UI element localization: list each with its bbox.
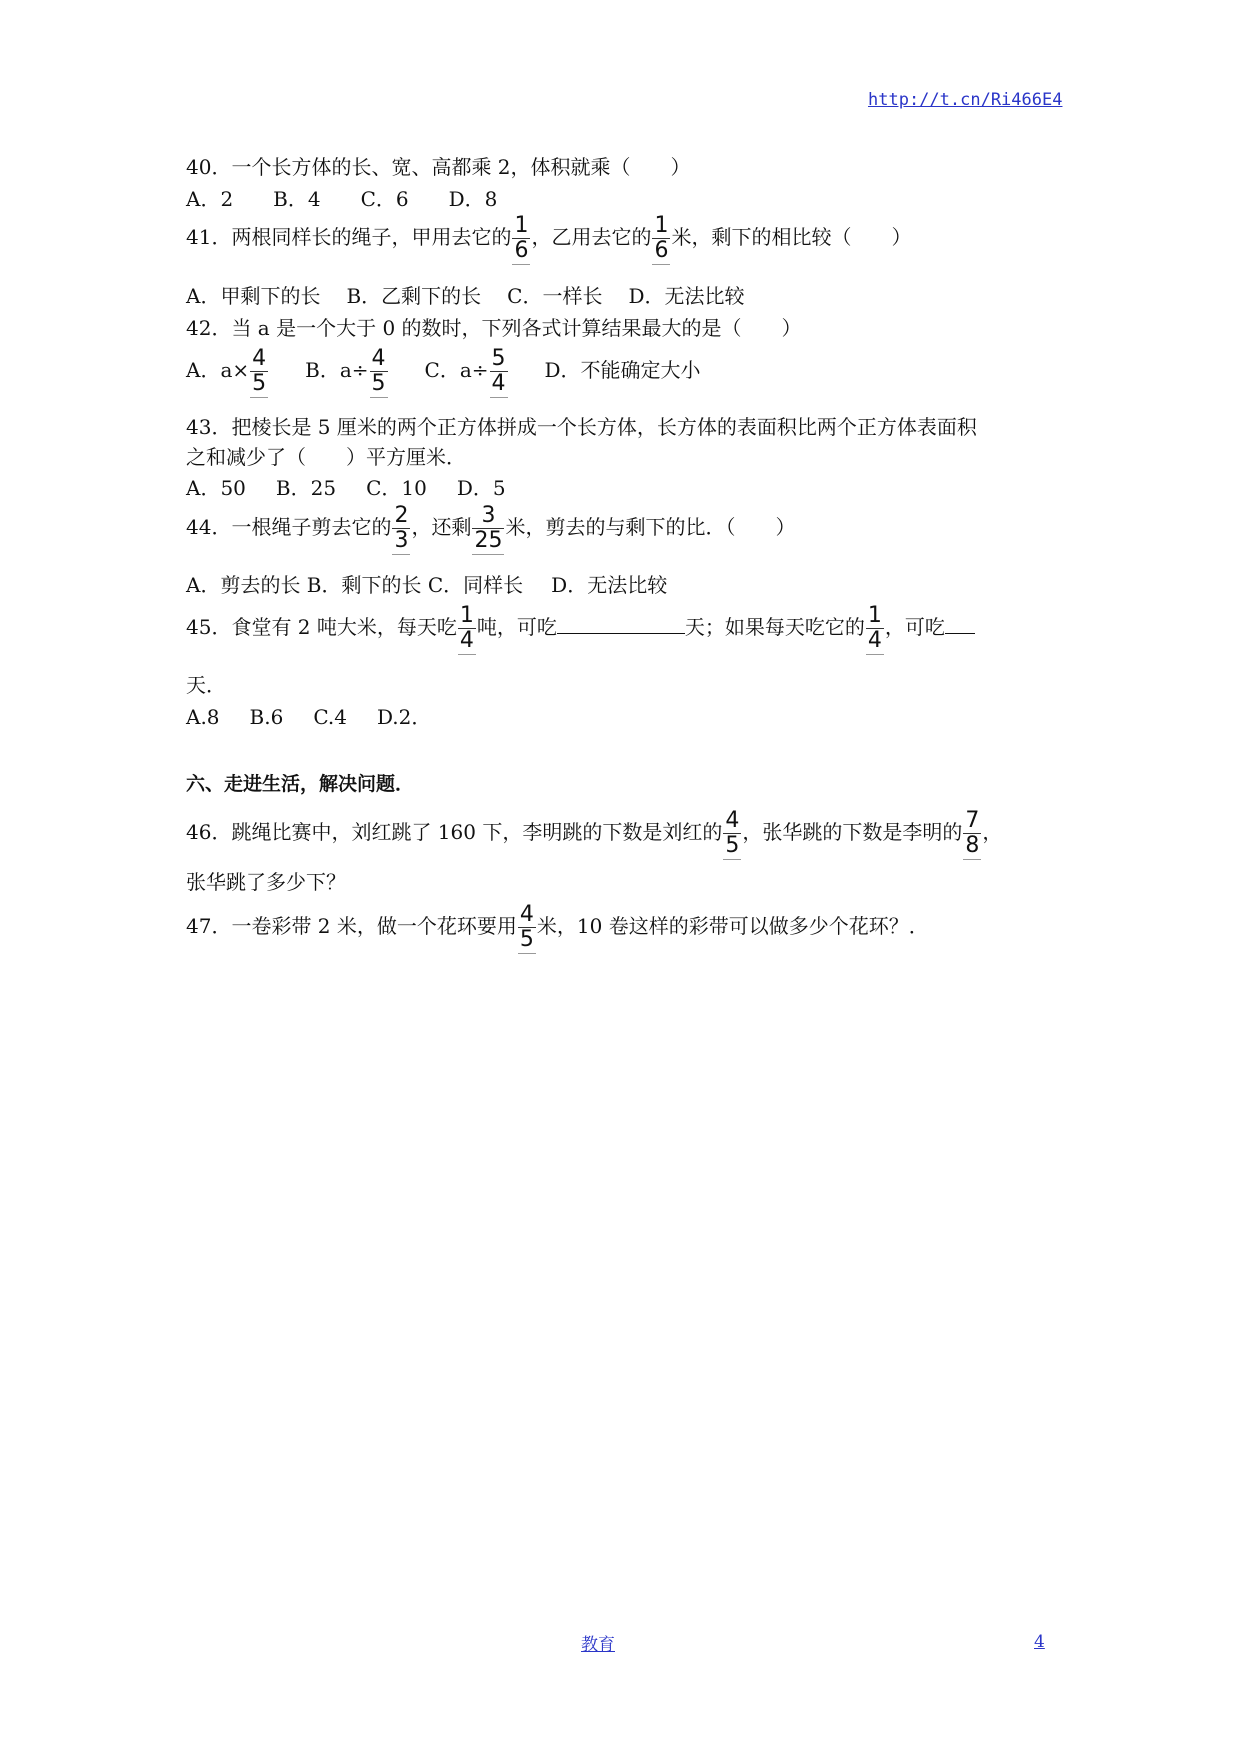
question-44-options bbox=[186, 571, 667, 599]
fraction-denominator: 4 bbox=[867, 628, 882, 653]
fraction bbox=[518, 903, 536, 952]
q44-part3: 米，剪去的与剩下的比．（ ） bbox=[505, 515, 796, 539]
option-d: D．无法比较 bbox=[628, 284, 745, 308]
fraction-numerator: 2 bbox=[394, 503, 409, 528]
option-a: A．2 bbox=[186, 187, 234, 211]
fraction-denominator: 6 bbox=[654, 238, 669, 263]
fraction-numerator: 4 bbox=[252, 346, 267, 371]
q47-part1: 47．一卷彩带 2 米，做一个花环要用 bbox=[186, 914, 517, 938]
fraction bbox=[652, 214, 670, 263]
question-46-line2: 张华跳了多少下？ bbox=[186, 870, 346, 894]
q46-part2: ，张华跳的下数是李明的 bbox=[742, 820, 963, 844]
q41-part1: 41．两根同样长的绳子，甲用去它的 bbox=[186, 225, 512, 249]
option-c: C．一样长 bbox=[507, 284, 603, 308]
fraction-denominator: 25 bbox=[474, 528, 503, 553]
q46-part3: ， bbox=[982, 820, 1003, 844]
option-c: C.4 bbox=[313, 705, 347, 729]
option-b: B.6 bbox=[249, 705, 284, 729]
q45-part4: ，可吃 bbox=[884, 615, 945, 639]
q44-part2: ，还剩 bbox=[411, 515, 472, 539]
option-c: C．a÷ bbox=[424, 358, 489, 382]
question-47-text bbox=[186, 903, 929, 952]
q41-part3: 米，剩下的相比较（ ） bbox=[671, 225, 912, 249]
fraction bbox=[458, 604, 476, 653]
fraction-numerator: 4 bbox=[371, 346, 386, 371]
fraction bbox=[723, 809, 741, 858]
answer-blank[interactable] bbox=[557, 613, 685, 634]
footer-link[interactable]: 教育 bbox=[581, 1635, 615, 1655]
fraction-numerator: 1 bbox=[514, 213, 529, 238]
fraction-numerator: 1 bbox=[459, 603, 474, 628]
question-40-text: 40．一个长方体的长、宽、高都乘 2，体积就乘（ ） bbox=[186, 155, 691, 179]
question-41-options bbox=[186, 282, 745, 310]
fraction bbox=[963, 809, 981, 858]
question-42-text: 42．当 a 是一个大于 0 的数时，下列各式计算结果最大的是（ ） bbox=[186, 316, 802, 340]
page-number: 4 bbox=[1034, 1632, 1045, 1652]
section-title: 六、走进生活，解决问题． bbox=[186, 773, 415, 795]
fraction bbox=[250, 347, 268, 396]
option-c: C．6 bbox=[360, 187, 409, 211]
question-41-text bbox=[186, 214, 911, 263]
options-abc: A．剪去的长 B．剩下的长 C．同样长 bbox=[186, 573, 524, 597]
header-url-link[interactable]: http://t.cn/Ri466E4 bbox=[868, 90, 1063, 110]
q45-part3: 天；如果每天吃它的 bbox=[684, 615, 865, 639]
q45-part1: 45．食堂有 2 吨大米，每天吃 bbox=[186, 615, 457, 639]
option-a: A．50 bbox=[186, 476, 246, 500]
fraction-numerator: 7 bbox=[965, 808, 980, 833]
fraction-denominator: 5 bbox=[252, 371, 267, 396]
q41-part2: ，乙用去它的 bbox=[531, 225, 652, 249]
fraction-numerator: 4 bbox=[519, 902, 534, 927]
fraction-numerator: 5 bbox=[491, 346, 506, 371]
fraction bbox=[392, 504, 410, 553]
fraction-denominator: 4 bbox=[459, 628, 474, 653]
option-a: A．甲剩下的长 bbox=[186, 284, 321, 308]
fraction bbox=[512, 214, 530, 263]
fraction-denominator: 6 bbox=[514, 238, 529, 263]
option-b: B．乙剩下的长 bbox=[346, 284, 482, 308]
option-d: D.2． bbox=[376, 705, 432, 729]
question-45-line2: 天． bbox=[186, 673, 226, 697]
question-42-options bbox=[186, 347, 701, 396]
q47-part2: 米，10 卷这样的彩带可以做多少个花环？． bbox=[536, 914, 929, 938]
answer-blank[interactable] bbox=[945, 613, 975, 634]
fraction bbox=[490, 347, 508, 396]
fraction-numerator: 1 bbox=[867, 603, 882, 628]
option-c: C．10 bbox=[366, 476, 427, 500]
option-d: D．8 bbox=[448, 187, 498, 211]
question-44-text bbox=[186, 504, 795, 553]
q46-part1: 46．跳绳比赛中，刘红跳了 160 下，李明跳的下数是刘红的 bbox=[186, 820, 723, 844]
fraction bbox=[472, 504, 504, 553]
question-45-options bbox=[186, 703, 431, 731]
fraction bbox=[370, 347, 388, 396]
question-43-options bbox=[186, 474, 506, 502]
option-b: B．4 bbox=[273, 187, 321, 211]
fraction bbox=[866, 604, 884, 653]
option-d: D．5 bbox=[456, 476, 506, 500]
fraction-numerator: 3 bbox=[481, 503, 496, 528]
fraction-denominator: 5 bbox=[725, 833, 740, 858]
fraction-denominator: 8 bbox=[965, 833, 980, 858]
question-40-options bbox=[186, 185, 497, 213]
q45-part2: 吨，可吃 bbox=[476, 615, 557, 639]
question-45-text bbox=[186, 604, 975, 653]
question-46-text bbox=[186, 809, 1002, 858]
fraction-denominator: 3 bbox=[394, 528, 409, 553]
fraction-numerator: 1 bbox=[654, 213, 669, 238]
option-b: B．25 bbox=[275, 476, 337, 500]
option-a: A.8 bbox=[186, 705, 220, 729]
fraction-denominator: 5 bbox=[371, 371, 386, 396]
option-a: A．a× bbox=[186, 358, 250, 382]
question-43-line1: 43．把棱长是 5 厘米的两个正方体拼成一个长方体，长方体的表面积比两个正方体表面积 bbox=[186, 415, 977, 439]
question-43-line2: 之和减少了（ ）平方厘米． bbox=[186, 445, 466, 469]
option-d: D．不能确定大小 bbox=[544, 358, 701, 382]
fraction-denominator: 4 bbox=[491, 371, 506, 396]
option-b: B．a÷ bbox=[305, 358, 369, 382]
fraction-numerator: 4 bbox=[725, 808, 740, 833]
q44-part1: 44．一根绳子剪去它的 bbox=[186, 515, 392, 539]
option-d: D．无法比较 bbox=[551, 573, 668, 597]
fraction-denominator: 5 bbox=[519, 927, 534, 952]
